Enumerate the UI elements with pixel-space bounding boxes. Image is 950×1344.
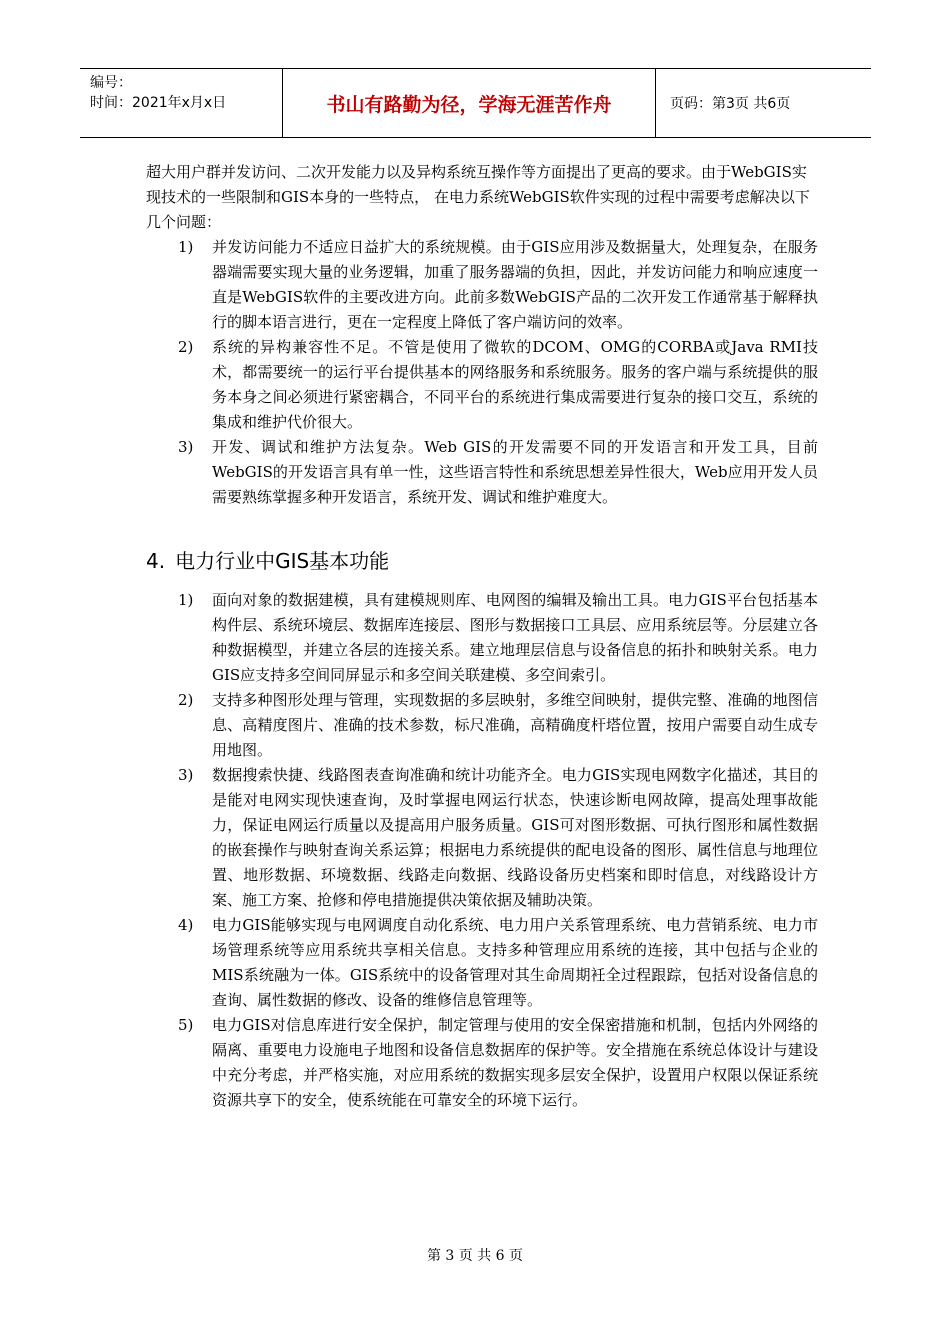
list-number: 4)	[178, 916, 194, 934]
list-item	[146, 235, 818, 335]
intro-paragraph: 超大用户群并发访问、二次开发能力以及异构系统互操作等方面提出了更高的要求。由于WebGIS实现技术的一些限制和GIS本身的一些特点， 在电力系统WebGIS软件实现的过程中需要考虑解决以下几个问题：	[146, 163, 810, 231]
list-item	[146, 1013, 818, 1113]
page-header	[80, 68, 871, 138]
list-text: 电力GIS能够实现与电网调度自动化系统、电力用户关系管理系统、电力营销系统、电力市场管理系统等应用系统共享相关信息。支持多种管理应用系统的连接，其中包括与企业的MIS系统融为一体。GIS系统中的设备管理对其生命周期衽全过程跟踪，包括对设备信息的查询、属性数据的修改、设备的维修信息管理等。	[212, 916, 818, 1009]
document-body	[146, 160, 818, 1113]
list-item	[146, 435, 818, 510]
list-number: 5)	[178, 1016, 194, 1034]
list-item	[146, 763, 818, 913]
header-time: 时间：2021年x月x日	[90, 95, 227, 111]
list-text: 电力GIS对信息库进行安全保护，制定管理与使用的安全保密措施和机制，包括内外网络的隔离、重要电力设施电子地图和设备信息数据库的保护等。安全措施在系统总体设计与建设中充分考虑，并严格实施，对应用系统的数据实现多层安全保护，设置用户权限以保证系统资源共享下的安全，使系统能在可靠安全的环境下运行。	[212, 1016, 818, 1109]
list-number: 2)	[178, 338, 194, 356]
list-item	[146, 688, 818, 763]
header-motto: 书山有路勤为径，学海无涯苦作舟	[283, 69, 656, 137]
section-heading	[146, 546, 818, 576]
list-number: 3)	[178, 438, 194, 456]
list-item	[146, 335, 818, 435]
list-number: 2)	[178, 691, 194, 709]
header-number: 编号：	[90, 75, 132, 91]
section-number: 4.	[146, 549, 166, 573]
page-footer: 第 3 页 共 6 页	[426, 1248, 524, 1264]
list-number: 1)	[178, 591, 194, 609]
list-text: 系统的异构兼容性不足。不管是使用了微软的DCOM、OMG的CORBA或Java RMI技术，都需要统一的运行平台提供基本的网络服务和系统服务。服务的客户端与系统提供的服务本身之间必须进行紧密耦合，不同平台的系统进行集成需要进行复杂的接口交互，系统的集成和维护代价很大。	[212, 338, 818, 431]
list-text: 数据搜索快捷、线路图表查询准确和统计功能齐全。电力GIS实现电网数字化描述，其目的是能对电网实现快速查询，及时掌握电网运行状态，快速诊断电网故障，提高处理事故能力，保证电网运行质量以及提高用户服务质量。GIS可对图形数据、可执行图形和属性数据的嵌套操作与映射查询关系运算；根据电力系统提供的配电设备的图形、属性信息与地理位置、地形数据、环境数据、线路走向数据、线路设备历史档案和即时信息，对线路设计方案、施工方案、抢修和停电措施提供决策依据及辅助决策。	[212, 766, 818, 909]
function-list	[146, 588, 818, 1113]
list-text: 面向对象的数据建模，具有建模规则库、电网图的编辑及输出工具。电力GIS平台包括基本构件层、系统环境层、数据库连接层、图形与数据接口工具层、应用系统层等。分层建立各种数据模型，并建立各层的连接关系。建立地理层信息与设备信息的拓扑和映射关系。电力GIS应支持多空间同屏显示和多空间关联建模、多空间索引。	[212, 591, 818, 684]
header-page-info: 页码：第3页 共6页	[670, 96, 791, 112]
list-item	[146, 913, 818, 1013]
problem-list	[146, 235, 818, 510]
list-text: 开发、调试和维护方法复杂。Web GIS的开发需要不同的开发语言和开发工具，目前WebGIS的开发语言具有单一性，这些语言特性和系统思想差异性很大，Web应用开发人员需要熟练掌握多种开发语言，系统开发、调试和维护难度大。	[212, 438, 818, 506]
list-text: 支持多种图形处理与管理，实现数据的多层映射，多维空间映射，提供完整、准确的地图信息、高精度图片、准确的技术参数，标尺准确，高精确度杆塔位置，按用户需要自动生成专用地图。	[212, 691, 818, 759]
list-text: 并发访问能力不适应日益扩大的系统规模。由于GIS应用涉及数据量大，处理复杂，在服务器端需要实现大量的业务逻辑，加重了服务器端的负担，因此，并发访问能力和响应速度一直是WebGIS软件的主要改进方向。此前多数WebGIS产品的二次开发工作通常基于解释执行的脚本语言进行，更在一定程度上降低了客户端访问的效率。	[212, 238, 818, 331]
list-number: 3)	[178, 766, 194, 784]
list-item	[146, 588, 818, 688]
list-number: 1)	[178, 238, 194, 256]
section-title: 电力行业中GIS基本功能	[175, 549, 390, 573]
header-meta	[80, 69, 283, 137]
